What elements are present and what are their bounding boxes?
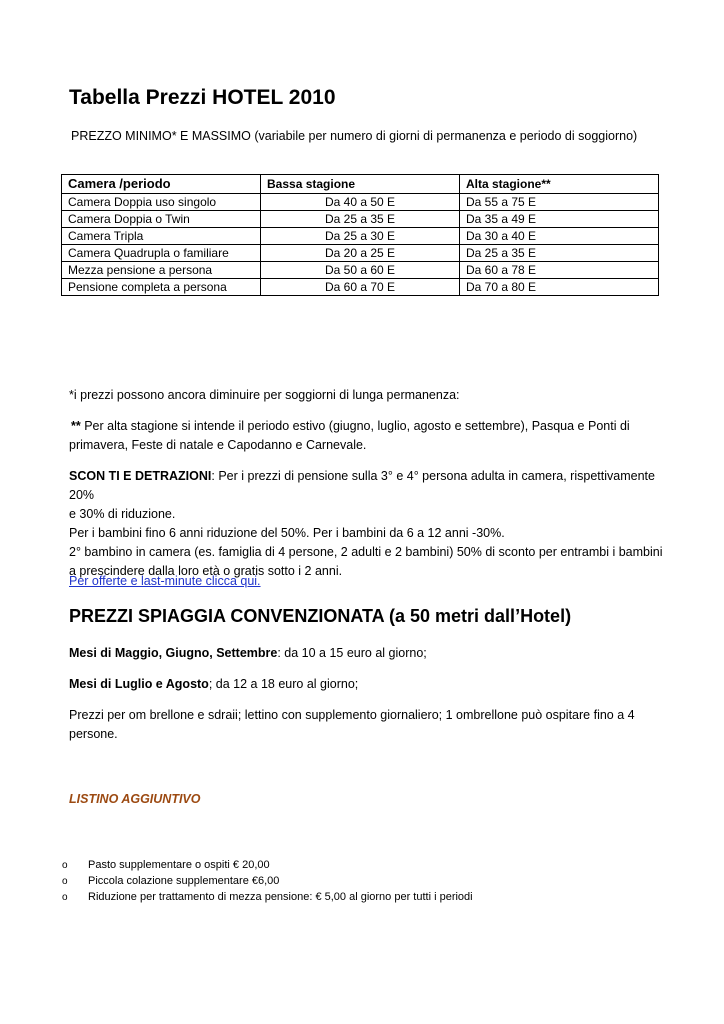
table-row [62, 211, 659, 228]
room-type: Camera Doppia uso singolo [62, 194, 261, 211]
table-row [62, 245, 659, 262]
extra-item-text: Pasto supplementare o ospiti € 20,00 [88, 859, 270, 871]
room-type: Mezza pensione a persona [62, 262, 261, 279]
table-row [62, 262, 659, 279]
note-high-season-line1: Per alta stagione si intende il periodo estivo (giugno, luglio, agosto e settembre), Pasqua e Ponti di [80, 419, 630, 433]
list-item [62, 889, 473, 905]
discounts-line2: e 30% di riduzione. [69, 507, 176, 521]
high-season-price: Da 60 a 78 E [460, 262, 659, 279]
low-season-price: Da 60 a 70 E [261, 279, 460, 296]
beach-line3b: persone. [69, 727, 118, 741]
low-season-price: Da 50 a 60 E [261, 262, 460, 279]
room-type: Camera Quadrupla o familiare [62, 245, 261, 262]
extra-item-text: Piccola colazione supplementare €6,00 [88, 875, 280, 887]
page-title: Tabella Prezzi HOTEL 2010 [69, 86, 336, 109]
high-season-price: Da 35 a 49 E [460, 211, 659, 228]
discounts-line4: 2° bambino in camera (es. famiglia di 4 persone, 2 adulti e 2 bambini) 50% di sconto per entrambi i bambini [69, 545, 663, 559]
circle-bullet-icon: o [62, 892, 68, 903]
beach-line1-text: : da 10 a 15 euro al giorno; [277, 646, 427, 660]
beach-line3a: Prezzi per om brellone e sdraii; lettino con supplemento giornaliero; 1 ombrellone può ospitare fino a 4 [69, 708, 635, 722]
listino-heading: LISTINO AGGIUNTIVO [69, 792, 201, 806]
note-long-stay: *i prezzi possono ancora diminuire per soggiorni di lunga permanenza: [69, 388, 460, 402]
list-item [62, 857, 473, 873]
header-room-period: Camera /periodo [62, 175, 261, 194]
high-season-price: Da 30 a 40 E [460, 228, 659, 245]
offers-link[interactable]: Per offerte e last-minute clicca qui. [69, 574, 261, 588]
low-season-price: Da 40 a 50 E [261, 194, 460, 211]
low-season-price: Da 25 a 35 E [261, 211, 460, 228]
table-row [62, 279, 659, 296]
header-low-season: Bassa stagione [261, 175, 460, 194]
table-header-row [62, 175, 659, 194]
beach-may-june-sept [69, 644, 669, 663]
discounts-label: SCON TI E DETRAZIONI [69, 469, 212, 483]
table-row [62, 194, 659, 211]
extra-item-text: Riduzione per trattamento di mezza pensione: € 5,00 al giorno per tutti i periodi [88, 891, 473, 903]
list-item [62, 873, 473, 889]
table-row [62, 228, 659, 245]
discounts-paragraph [69, 467, 669, 581]
note-high-season [69, 417, 669, 455]
discounts-line3: Per i bambini fino 6 anni riduzione del 50%. Per i bambini da 6 a 12 anni -30%. [69, 526, 505, 540]
beach-line1-label: Mesi di Maggio, Giugno, Settembre [69, 646, 278, 660]
discounts-line1: : Per i prezzi di pensione sulla 3° e 4° persona adulta in camera, rispettivamente 20% [69, 469, 655, 502]
room-type: Camera Doppia o Twin [62, 211, 261, 228]
discounts-line5: a prescindere dalla loro età o gratis sotto i 2 anni. [69, 564, 343, 578]
circle-bullet-icon: o [62, 876, 68, 887]
beach-line2-text: ; da 12 a 18 euro al giorno; [208, 677, 359, 691]
price-table [61, 174, 659, 296]
note-high-season-line2: primavera, Feste di natale e Capodanno e Carnevale. [69, 438, 367, 452]
note-mark: ** [71, 419, 81, 433]
extras-list [62, 857, 473, 905]
page-subtitle: PREZZO MINIMO* E MASSIMO (variabile per numero di giorni di permanenza e periodo di soggiorno) [71, 129, 638, 143]
high-season-price: Da 25 a 35 E [460, 245, 659, 262]
circle-bullet-icon: o [62, 860, 68, 871]
beach-line2-label: Mesi di Luglio e Agosto [69, 677, 209, 691]
room-type: Pensione completa a persona [62, 279, 261, 296]
high-season-price: Da 55 a 75 E [460, 194, 659, 211]
high-season-price: Da 70 a 80 E [460, 279, 659, 296]
low-season-price: Da 20 a 25 E [261, 245, 460, 262]
header-high-season: Alta stagione** [460, 175, 659, 194]
room-type: Camera Tripla [62, 228, 261, 245]
beach-july-august [69, 675, 669, 694]
beach-umbrella-info [69, 706, 669, 744]
beach-heading: PREZZI SPIAGGIA CONVENZIONATA (a 50 metri dall’Hotel) [69, 606, 572, 626]
low-season-price: Da 25 a 30 E [261, 228, 460, 245]
